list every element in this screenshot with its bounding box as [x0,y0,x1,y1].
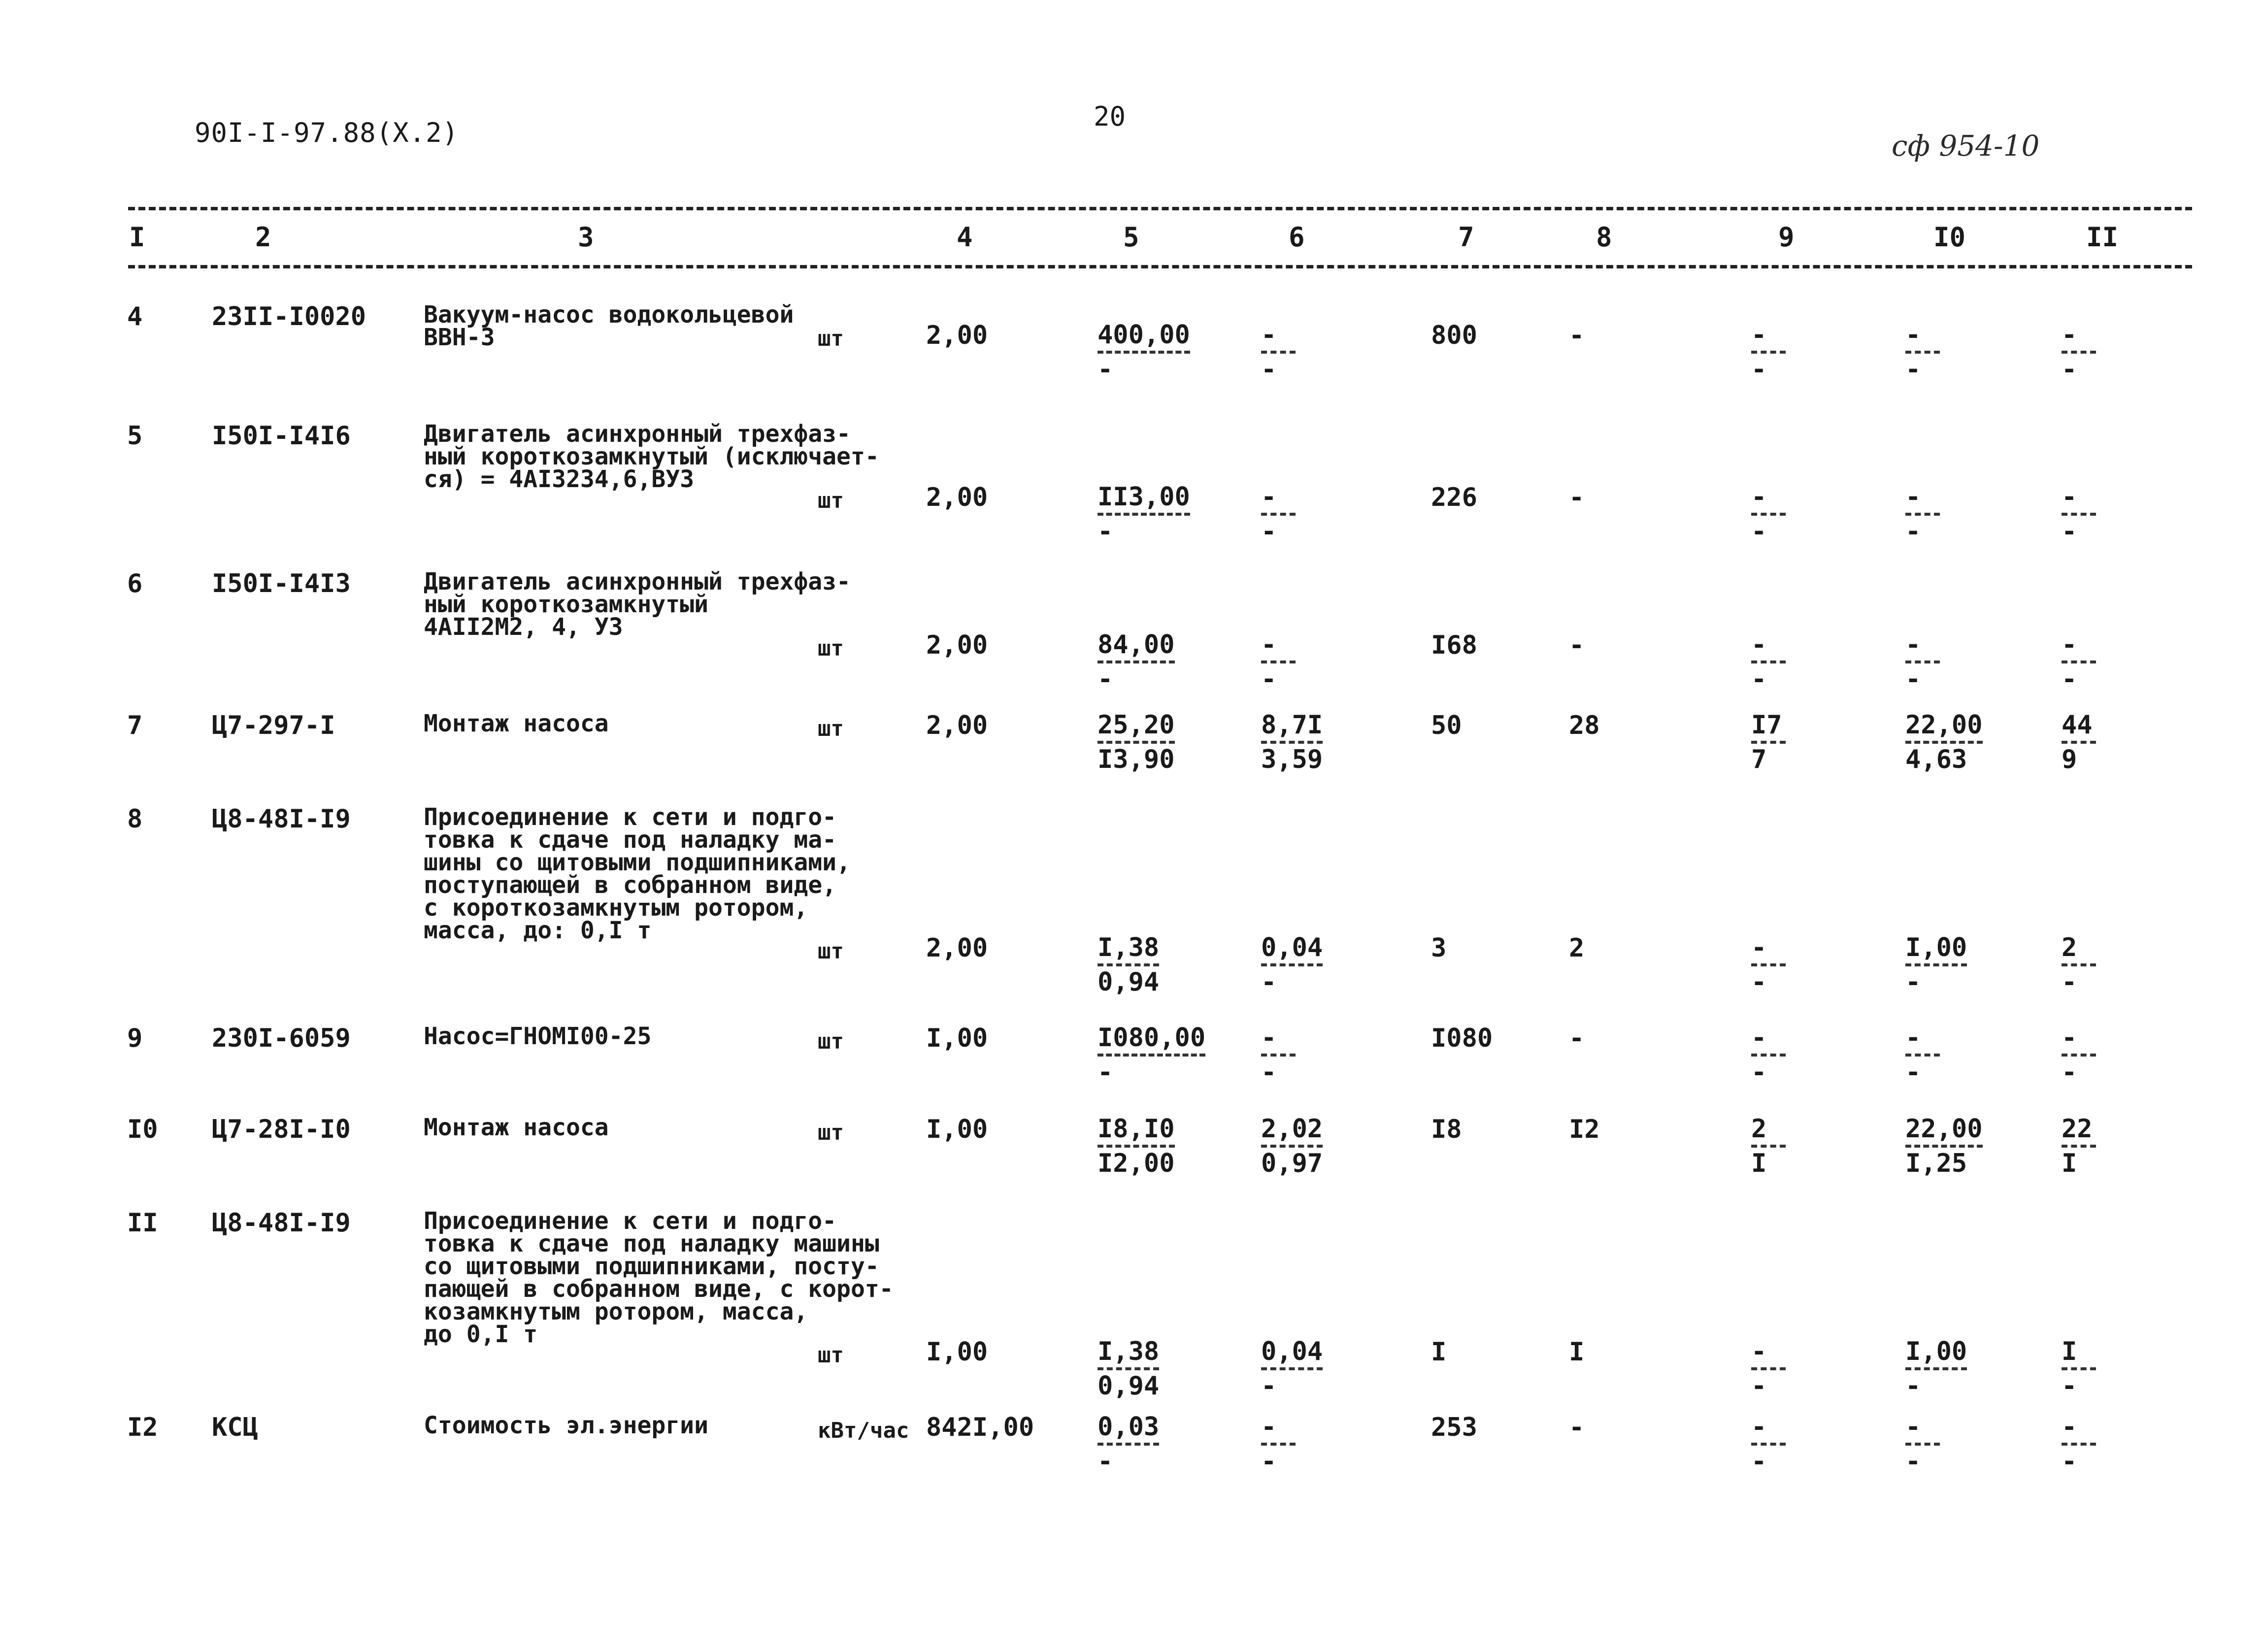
col11-value-denominator: - [2062,1447,2077,1476]
item-description: Насос=ГНОМI00-25 [424,1023,652,1050]
col6-value [1261,1024,1296,1086]
col11-value-numerator: 44 [2062,710,2093,740]
handwritten-note: сф 954-10 [1892,129,2040,163]
col10-value-fraction-bar [1905,661,1940,663]
col5-value-denominator: - [1098,1447,1113,1476]
col6-value [1261,483,1296,545]
col5-value [1098,483,1190,545]
col-header-9: 9 [1778,222,1795,253]
col5-value-fraction-bar [1098,1443,1159,1446]
unit-of-measure: шт [818,1343,844,1368]
unit-of-measure: шт [818,716,844,741]
quantity: 2,00 [926,933,988,963]
col9-value-fraction-bar [1751,741,1786,744]
col6-value-denominator: - [1261,517,1277,546]
row-number: I2 [127,1413,158,1442]
col11-value-fraction-bar [2062,1367,2096,1370]
col-header-3: 3 [578,222,594,253]
col5-value-fraction-bar [1098,741,1175,744]
col11-value-numerator: - [2062,482,2077,512]
col11-value-denominator: - [2062,1371,2077,1401]
col9-value-denominator: - [1751,1447,1767,1476]
col10-value [1905,1024,1940,1086]
quantity: 842I,00 [926,1413,1034,1442]
col9-value-numerator: - [1751,1023,1767,1053]
col-header-8: 8 [1596,222,1612,253]
col11-value-denominator: - [2062,355,2077,384]
col9-value-numerator: - [1751,933,1767,962]
col9-value [1751,711,1786,773]
col6-value [1261,934,1323,996]
col9-value [1751,631,1786,693]
col10-value-fraction-bar [1905,1054,1940,1057]
col9-value-denominator: - [1751,517,1767,546]
col10-value-numerator: - [1905,630,1921,660]
col6-value-fraction-bar [1261,1145,1323,1148]
document-code: 90I-I-97.88(X.2) [195,117,459,148]
col-header-4: 4 [957,222,973,253]
col-header-2: 2 [255,222,271,253]
col-header-11: II [2086,222,2119,253]
col6-value-denominator: - [1261,1371,1277,1401]
col5-value-fraction-bar [1098,1054,1205,1057]
col5-value-numerator: II3,00 [1098,482,1190,512]
col5-value-numerator: I,38 [1098,933,1160,962]
col5-value [1098,1115,1175,1177]
quantity: I,00 [926,1115,988,1144]
col9-value-denominator: 7 [1751,745,1767,774]
item-description: Стоимость эл.энергии [424,1412,708,1439]
col9-value-fraction-bar [1751,1054,1786,1057]
col10-value-numerator: I,00 [1905,933,1967,962]
col11-value-fraction-bar [2062,1054,2096,1057]
col6-value-numerator: - [1261,1023,1277,1053]
col6-value-denominator: - [1261,664,1277,694]
item-description: Двигатель асинхронный трехфаз- ный короткозамкнутый (исключает- ся) = 4AI3234,6,ВУ3 [424,420,879,493]
col6-value-numerator: - [1261,482,1277,512]
col7-value: I080 [1431,1024,1493,1053]
price-code: Ц8-48I-I9 [212,804,351,834]
col5-value-numerator: I080,00 [1098,1023,1206,1053]
col8-value: - [1569,1024,1585,1053]
quantity: 2,00 [926,483,988,512]
item-description: Двигатель асинхронный трехфаз- ный короткозамкнутый 4AII2M2, 4, У3 [424,568,851,641]
row-number: II [127,1208,158,1238]
row-number: 6 [127,569,143,598]
unit-of-measure: шт [818,939,844,964]
col10-value [1905,711,1983,773]
price-code: 230I-6059 [212,1024,351,1053]
col9-value-denominator: - [1751,1057,1767,1087]
col9-value-numerator: I7 [1751,710,1782,740]
col11-value-fraction-bar [2062,1145,2096,1148]
col11-value-fraction-bar [2062,661,2096,663]
col9-value-fraction-bar [1751,661,1786,663]
col9-value-numerator: - [1751,1337,1767,1366]
col11-value-fraction-bar [2062,741,2096,744]
col5-value [1098,934,1159,996]
col8-value: - [1569,321,1585,350]
col5-value-denominator: 0,94 [1098,967,1160,997]
col10-value [1905,1338,1967,1400]
col5-value-numerator: I8,I0 [1098,1114,1175,1144]
unit-of-measure: шт [818,488,844,513]
col10-value-denominator: - [1905,1447,1921,1476]
col10-value-denominator: - [1905,517,1921,546]
col9-value-denominator: - [1751,664,1767,694]
col-header-5: 5 [1123,222,1139,253]
col10-value [1905,483,1940,545]
col6-value-denominator: - [1261,967,1277,997]
col5-value-fraction-bar [1098,1145,1175,1148]
col5-value-fraction-bar [1098,1367,1159,1370]
col9-value [1751,483,1786,545]
col10-value-denominator: - [1905,967,1921,997]
col5-value-fraction-bar [1098,513,1190,516]
col6-value-fraction-bar [1261,1367,1323,1370]
col6-value [1261,321,1296,383]
col8-value: I [1569,1337,1585,1367]
quantity: 2,00 [926,321,988,350]
col11-value-denominator: - [2062,967,2077,997]
quantity: 2,00 [926,630,988,660]
row-number: 7 [127,711,143,740]
col7-value: I8 [1431,1115,1462,1144]
col6-value-numerator: - [1261,630,1277,660]
col5-value-denominator: - [1098,517,1113,546]
col11-value-denominator: - [2062,517,2077,546]
col11-value [2062,321,2096,383]
col5-value [1098,631,1175,693]
item-description: Монтаж насоса [424,1114,609,1141]
col5-value [1098,1413,1159,1475]
col5-value-numerator: 400,00 [1098,320,1190,350]
col5-value-numerator: 84,00 [1098,630,1175,660]
item-description: Монтаж насоса [424,710,609,737]
col6-value-fraction-bar [1261,963,1323,966]
col7-value: I68 [1431,630,1477,660]
row-number: 4 [127,302,143,331]
col10-value-numerator: I,00 [1905,1337,1967,1366]
col10-value-fraction-bar [1905,513,1940,516]
unit-of-measure: шт [818,1120,844,1145]
col11-value-denominator: - [2062,664,2077,694]
col8-value: - [1569,630,1585,660]
col10-value-numerator: - [1905,482,1921,512]
col6-value [1261,1413,1296,1475]
col8-value: 2 [1569,933,1585,963]
col5-value-numerator: 0,03 [1098,1412,1160,1442]
col-header-10: I0 [1933,222,1966,253]
col6-value [1261,1338,1323,1400]
col11-value-denominator: 9 [2062,745,2077,774]
col10-value-denominator: - [1905,1371,1921,1401]
col7-value: I [1431,1337,1447,1367]
col10-value [1905,631,1940,693]
col5-value-denominator: - [1098,664,1113,694]
unit-of-measure: шт [818,636,844,661]
quantity: I,00 [926,1024,988,1053]
col11-value [2062,631,2096,693]
col6-value-fraction-bar [1261,1443,1296,1446]
unit-of-measure: шт [818,326,844,351]
item-description: Присоединение к сети и подго- товка к сдаче под наладку машины со щитовыми подшипниками, посту- пающей в собранном виде, с корот- козамкнутым ротором, масса, до 0,I т [424,1207,894,1348]
col10-value [1905,1115,1983,1177]
col10-value-denominator: - [1905,1057,1921,1087]
col10-value-numerator: - [1905,1023,1921,1053]
header-bottom-rule [128,265,2192,268]
col10-value-numerator: 22,00 [1905,710,1983,740]
col10-value-denominator: 4,63 [1905,745,1967,774]
col6-value-fraction-bar [1261,1054,1296,1057]
col7-value: 3 [1431,933,1447,963]
col-header-6: 6 [1289,222,1305,253]
col5-value-fraction-bar [1098,351,1190,354]
col11-value-numerator: - [2062,1023,2077,1053]
col8-value: - [1569,483,1585,512]
col11-value [2062,483,2096,545]
col11-value [2062,1413,2096,1475]
col5-value-denominator: - [1098,1057,1113,1087]
col7-value: 50 [1431,711,1462,740]
col10-value-denominator: I,25 [1905,1149,1967,1178]
col9-value [1751,1413,1786,1475]
col9-value-fraction-bar [1751,1145,1786,1148]
col6-value-fraction-bar [1261,661,1296,663]
col6-value-numerator: 8,7I [1261,710,1323,740]
col9-value-fraction-bar [1751,963,1786,966]
price-code: I50I-I4I6 [212,421,351,451]
row-number: I0 [127,1115,158,1144]
col11-value-fraction-bar [2062,963,2096,966]
col11-value-fraction-bar [2062,513,2096,516]
col5-value-denominator: I3,90 [1098,745,1175,774]
col10-value-numerator: - [1905,320,1921,350]
col11-value-denominator: I [2062,1149,2077,1178]
col9-value-numerator: - [1751,1412,1767,1442]
col5-value-denominator: 0,94 [1098,1371,1160,1401]
col9-value [1751,934,1786,996]
col9-value-fraction-bar [1751,513,1786,516]
col10-value-fraction-bar [1905,1443,1940,1446]
col9-value-numerator: 2 [1751,1114,1767,1144]
col5-value [1098,711,1175,773]
col6-value-numerator: 0,04 [1261,1337,1323,1366]
price-code: Ц7-297-I [212,711,335,740]
price-code: 23II-I0020 [212,302,366,331]
col11-value-numerator: - [2062,630,2077,660]
col9-value-denominator: - [1751,967,1767,997]
unit-of-measure: кВт/час [818,1418,909,1443]
col10-value-numerator: - [1905,1412,1921,1442]
unit-of-measure: шт [818,1029,844,1054]
col6-value-numerator: 2,02 [1261,1114,1323,1144]
col5-value-fraction-bar [1098,963,1159,966]
col9-value-denominator: - [1751,355,1767,384]
col11-value-fraction-bar [2062,351,2096,354]
col9-value-denominator: I [1751,1149,1767,1178]
row-number: 8 [127,804,143,834]
price-code: КСЦ [212,1413,258,1442]
col11-value-numerator: 22 [2062,1114,2093,1144]
col5-value-denominator: - [1098,355,1113,384]
col5-value-denominator: I2,00 [1098,1149,1175,1178]
col8-value: - [1569,1413,1585,1442]
col5-value-fraction-bar [1098,661,1175,663]
col9-value-fraction-bar [1751,351,1786,354]
col6-value-denominator: 0,97 [1261,1149,1323,1178]
col10-value-numerator: 22,00 [1905,1114,1983,1144]
col6-value-denominator: - [1261,355,1277,384]
col6-value [1261,1115,1323,1177]
col10-value-fraction-bar [1905,351,1940,354]
col11-value-numerator: - [2062,320,2077,350]
col6-value-denominator: - [1261,1057,1277,1087]
col9-value [1751,1338,1786,1400]
col6-value-numerator: - [1261,1412,1277,1442]
page-number: 20 [1094,101,1126,132]
col10-value-fraction-bar [1905,1367,1967,1370]
col6-value-fraction-bar [1261,513,1296,516]
row-number: 9 [127,1024,143,1053]
col10-value [1905,1413,1940,1475]
col5-value [1098,1024,1205,1086]
quantity: 2,00 [926,711,988,740]
col9-value [1751,1024,1786,1086]
col7-value: 226 [1431,483,1477,512]
price-code: Ц8-48I-I9 [212,1208,351,1238]
col10-value-denominator: - [1905,355,1921,384]
col11-value-fraction-bar [2062,1443,2096,1446]
col10-value [1905,934,1967,996]
col6-value-denominator: - [1261,1447,1277,1476]
row-number: 5 [127,421,143,451]
col6-value-fraction-bar [1261,351,1296,354]
col11-value [2062,711,2096,773]
col11-value-denominator: - [2062,1057,2077,1087]
col9-value-numerator: - [1751,630,1767,660]
col6-value-numerator: - [1261,320,1277,350]
col9-value [1751,321,1786,383]
col10-value-fraction-bar [1905,741,1983,744]
col9-value-fraction-bar [1751,1443,1786,1446]
col10-value-fraction-bar [1905,963,1967,966]
price-code: I50I-I4I3 [212,569,351,598]
col11-value [2062,1115,2096,1177]
col-header-1: I [129,222,145,253]
col9-value-numerator: - [1751,320,1767,350]
col9-value-fraction-bar [1751,1367,1786,1370]
item-description: Вакуум-насос водокольцевой ВВН-3 [424,301,794,351]
header-top-rule [128,207,2192,210]
item-description: Присоединение к сети и подго- товка к сдаче под наладку ма- шины со щитовыми подшипниками, поступающей в собранном виде, с короткозамкнутым ротором, масса, до: 0,I т [424,803,851,944]
col11-value-numerator: I [2062,1337,2077,1366]
col10-value-denominator: - [1905,664,1921,694]
price-code: Ц7-28I-I0 [212,1115,351,1144]
col6-value [1261,711,1323,773]
col5-value-numerator: I,38 [1098,1337,1160,1366]
col11-value [2062,1338,2096,1400]
col10-value-fraction-bar [1905,1145,1983,1148]
col11-value-numerator: - [2062,1412,2077,1442]
col9-value [1751,1115,1786,1177]
quantity: I,00 [926,1337,988,1367]
col9-value-denominator: - [1751,1371,1767,1401]
col5-value [1098,321,1190,383]
col8-value: I2 [1569,1115,1600,1144]
col9-value-numerator: - [1751,482,1767,512]
col11-value [2062,1024,2096,1086]
col5-value-numerator: 25,20 [1098,710,1175,740]
col8-value: 28 [1569,711,1600,740]
col10-value [1905,321,1940,383]
col-header-7: 7 [1458,222,1474,253]
col6-value-denominator: 3,59 [1261,745,1323,774]
col7-value: 800 [1431,321,1477,350]
col11-value-numerator: 2 [2062,933,2077,962]
col11-value [2062,934,2096,996]
col7-value: 253 [1431,1413,1477,1442]
col6-value-fraction-bar [1261,741,1323,744]
col6-value [1261,631,1296,693]
col6-value-numerator: 0,04 [1261,933,1323,962]
col5-value [1098,1338,1159,1400]
